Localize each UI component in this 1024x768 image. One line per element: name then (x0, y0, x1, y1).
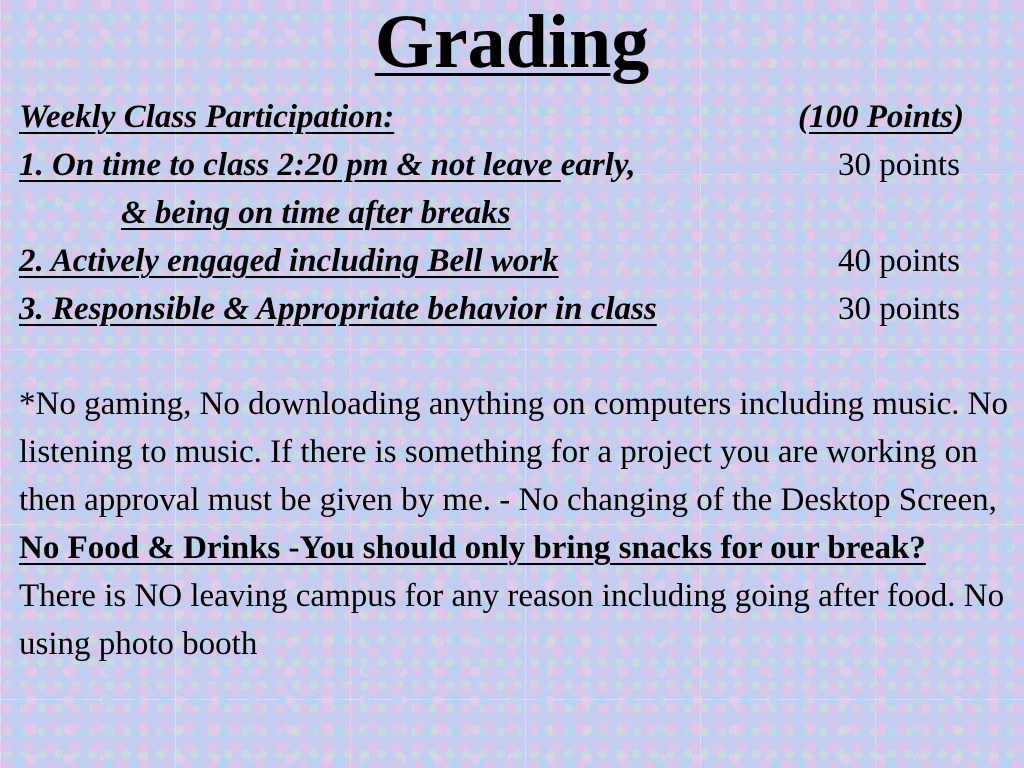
total-paren-close: ) (952, 99, 964, 135)
rules-text-1: *No gaming, No downloading anything on computers including music. No listening to music. If there is something for a project you are working on then approval must be given by me. - No changing of the Desktop Screen, (19, 386, 1008, 518)
total-paren-open: ( (798, 99, 809, 135)
item-2: 2. Actively engaged including Bell work (19, 243, 559, 279)
item-1-tail: early, (560, 147, 636, 183)
rules-paragraph (19, 380, 1009, 668)
rules-emphasis: No Food & Drinks -You should only bring snacks for our break? (19, 530, 926, 566)
item-3: 3. Responsible & Appropriate behavior in class (19, 291, 657, 327)
item-1-continuation: & being on time after breaks (121, 195, 511, 231)
item-1 (19, 145, 636, 185)
item-1-points: 30 points (838, 147, 960, 183)
total-points: 100 Points (809, 99, 953, 135)
participation-heading: Weekly Class Participation: (19, 99, 395, 135)
rules-text-2: There is NO leaving campus for any reason including going after food. No using photo booth (19, 578, 1005, 662)
participation-total (798, 97, 964, 137)
item-2-points: 40 points (838, 243, 960, 279)
slide-title: Grading (374, 0, 650, 84)
item-1-underlined: 1. On time to class 2:20 pm & not leave (19, 147, 561, 183)
item-3-points: 30 points (838, 291, 960, 327)
